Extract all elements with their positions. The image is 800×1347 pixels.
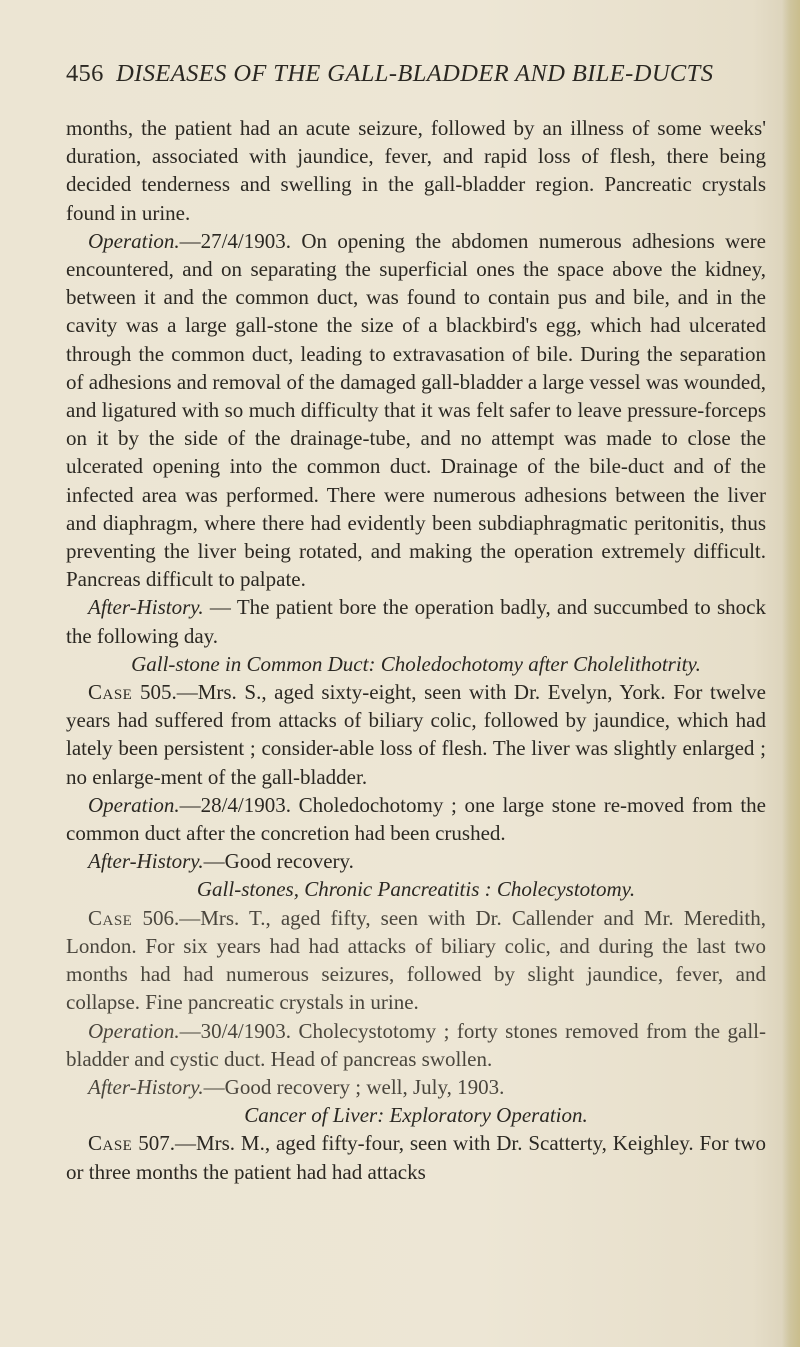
section-heading-case-505: Gall-stone in Common Duct: Choledochotomy after Cholelithotrity. [131, 651, 701, 676]
after-history-text: —Good recovery ; well, July, 1903. [203, 1074, 505, 1099]
operation-paragraph-506 [66, 1017, 766, 1073]
continuation-after-history [66, 593, 766, 649]
after-history-label: After-History. [88, 849, 204, 874]
case-text: 506.—Mrs. T., aged fifty, seen with Dr. Callender and Mr. Meredith, London. For six years had had attacks of biliary colic, and during the last two months had had numerous seizures, followed by slight jaundice, fever, and collapse. Fine pancreatic crystals in urine. [66, 905, 766, 1015]
after-history-paragraph-506 [66, 1073, 766, 1101]
continuation-operation [66, 227, 766, 594]
after-history-text: —Good recovery. [203, 849, 354, 874]
after-history-paragraph-505 [66, 847, 766, 875]
case-text: 505.—Mrs. S., aged sixty-eight, seen with Dr. Evelyn, York. For twelve years had suffered from attacks of biliary colic, followed by jaundice, which had lately been persistent ; consider-able loss of flesh. The liver was slightly enlarged ; no enlarge-ment of the gall-bladder. [66, 680, 766, 789]
operation-label: Operation. [88, 1018, 180, 1043]
running-header [66, 60, 766, 88]
case-text: 507.—Mrs. M., aged fifty-four, seen with Dr. Scatterty, Keighley. For two or three months the patient had had attacks [66, 1131, 766, 1184]
case-paragraph-507 [66, 1129, 766, 1185]
section-heading-case-506: Gall-stones, Chronic Pancreatitis : Cholecystotomy. [196, 877, 636, 902]
operation-paragraph-505 [66, 791, 766, 847]
after-history-label: After-History. [88, 1074, 204, 1099]
case-label: Case [88, 1131, 133, 1156]
after-history-text: — The patient bore the operation badly, and succumbed to shock the following day. [66, 595, 766, 648]
operation-label: Operation. [88, 792, 180, 817]
page-edge-shadow [782, 0, 800, 1347]
page-number: 456 [66, 60, 104, 87]
continuation-paragraph [66, 114, 766, 227]
section-heading-case-507: Cancer of Liver: Exploratory Operation. [244, 1103, 588, 1128]
after-history-label: After-History. [88, 595, 204, 620]
operation-label: Operation. [88, 228, 180, 253]
operation-text: —28/4/1903. Choledochotomy ; one large stone re-moved from the common duct after the concretion had been crushed. [66, 792, 766, 846]
case-label: Case [88, 905, 133, 930]
operation-text: —30/4/1903. Cholecystotomy ; forty stones removed from the gall-bladder and cystic duct. Head of pancreas swollen. [66, 1018, 766, 1071]
continuation-text: months, the patient had an acute seizure, followed by an illness of some weeks' duration, associated with jaundice, fever, and rapid loss of flesh, there being decided tenderness and swelling in the gall-bladder region. Pancreatic crystals found in urine. [66, 116, 766, 225]
operation-text: —27/4/1903. On opening the abdomen numerous adhesions were encountered, and on separating the superficial ones the space above the kidney, between it and the common duct, was found to contain pus and bile, and in the cavity was a large gall-stone the size of a blackbird's egg, which had ulcerated through the common duct, leading to extravasation of bile. During the separation of adhesions and removal of the damaged gall-bladder a large vessel was wounded, and ligatured with so much difficulty that it was felt safer to leave pressure-forceps on it by the side of the drainage-tube, and no attempt was made to close the ulcerated opening into the common duct. Drainage of the bile-duct and of the infected area was performed. There were numerous adhesions between the liver and diaphragm, where there had evidently been subdiaphragmatic peritonitis, thus preventing the liver being rotated, and making the operation extremely difficult. Pancreas difficult to palpate. [66, 228, 766, 592]
case-label: Case [88, 680, 133, 705]
case-paragraph-506 [66, 904, 766, 1017]
case-paragraph-505 [66, 678, 766, 791]
body-text [66, 114, 766, 1186]
running-title: DISEASES OF THE GALL-BLADDER AND BILE-DUCTS [116, 60, 714, 87]
